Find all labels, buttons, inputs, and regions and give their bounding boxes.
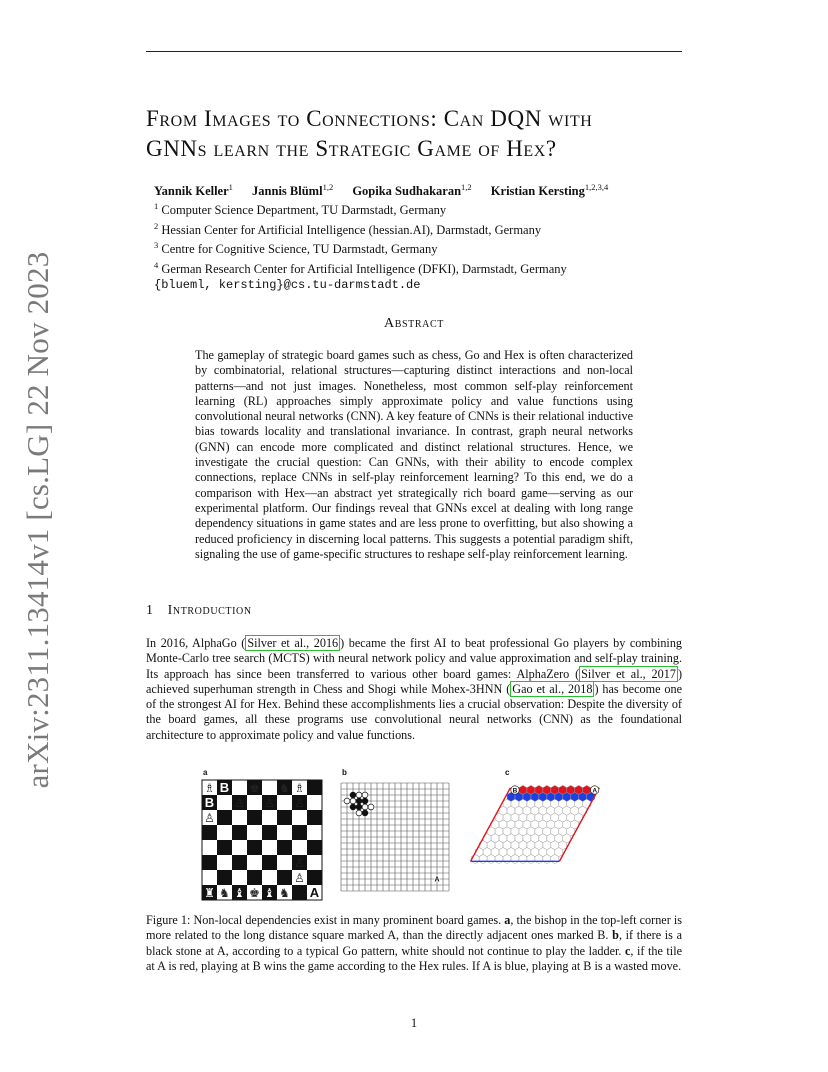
section-number: 1 [146, 603, 154, 618]
chess-piece: ♟ [279, 871, 290, 885]
chess-piece: ♞ [279, 886, 290, 900]
hex-mark: A [592, 787, 598, 795]
white-stone [368, 804, 374, 810]
chess-square [202, 840, 217, 855]
figure-1 [195, 765, 635, 900]
chess-square [232, 810, 247, 825]
black-stone [362, 810, 368, 816]
chess-piece: ♟ [219, 871, 230, 885]
hex-tile [543, 854, 551, 863]
chess-piece: ♛ [234, 781, 245, 795]
chess-piece: ♙ [204, 811, 215, 825]
go-mark-a: A [434, 876, 440, 884]
hex-tile [503, 854, 511, 863]
white-stone [356, 792, 362, 798]
chess-square [307, 870, 322, 885]
chess-piece: ♙ [294, 796, 305, 810]
chess-piece: ♟ [219, 796, 230, 810]
white-stone [362, 792, 368, 798]
affiliation: $^4$ German Research Center for Artificial Intelligence (DFKI), Darmstadt, Germany [154, 259, 567, 277]
chess-square [262, 840, 277, 855]
chess-square [262, 855, 277, 870]
author: Gopika Sudhakaran$^{1,2}$ [352, 182, 472, 199]
citation-link[interactable]: Silver et al., 2016 [247, 636, 339, 650]
chess-square [247, 825, 262, 840]
chess-square [262, 810, 277, 825]
author: Kristian Kersting$^{1,2,3,4}$ [490, 182, 609, 199]
black-stone [350, 804, 356, 810]
intro-paragraph: In 2016, AlphaGo ( Silver et al., 2016 ) became the first AI to beat professional Go players by combining Monte-Carlo tree search (MCTS) with neural network policy and value approximation and self-play training. Its approach has since been transferred to various other board games: AlphaZero ( Silver et al., 2017 ) achieved superhuman strength in Chess and Shogi while Mohex-3HNN ( Gao et al., 2018 ) has become one of the strongest AI for Hex. Behind these accomplishments lies a crucial observation: Despite the diversity of the board games, all these programs use convolutional neural networks (CNN) as the foundational architecture to approximate policy and value functions. [146, 636, 683, 742]
affiliations [154, 199, 567, 293]
panel-label-c: c [505, 768, 510, 777]
page-number: 1 [410, 1016, 418, 1030]
chess-square [247, 855, 262, 870]
chess-square [232, 840, 247, 855]
abstract-text: The gameplay of strategic board games such as chess, Go and Hex is often characterized by combinatorial, relational structures—capturing distinct interactions and non-local patterns—and not just images. Nonetheless, most common self-play reinforcement learning (RL) approaches simply approximate policy and value functions using convolutional neural networks (CNN). A key feature of CNNs is their relational inductive bias towards locality and translational invariance. In contrast, graph neural networks (GNN) can encode more complicated and distinct relational structures. Hence, we investigate the crucial question: Can GNNs, with their ability to encode complex connections, replace CNNs in self-play reinforcement learning? To this end, we do a comparison with Hex—an abstract yet strategically rich board game—serving as our experimental platform. Our findings reveal that GNNs excel at dealing with long range dependency situations in game states and are less prone to overfitting, but also showing a reduced proficiency in discerning local patterns. This suggests a potential paradigm shift, signaling the use of game-specific structures to reshape self-play reinforcement learning. [195, 348, 633, 561]
hex-tile [527, 854, 535, 863]
abstract-heading: Abstract [384, 316, 444, 331]
affiliation: $^3$ Centre for Cognitive Science, TU Darmstadt, Germany [154, 240, 438, 257]
chess-square [277, 810, 292, 825]
black-stone [362, 798, 368, 804]
title-line-1: From Images to Connections: Can DQN with [146, 106, 593, 131]
chess-piece: ♟ [264, 871, 275, 885]
section-heading [146, 603, 266, 619]
chess-square [232, 855, 247, 870]
affiliation: $^2$ Hessian Center for Artificial Intelligence (hessian.AI), Darmstadt, Germany [154, 220, 542, 237]
arxiv-stamp-text: arXiv:2311.13414v1 [cs.LG] 22 Nov 2023 [20, 251, 55, 789]
chess-piece: ♟ [204, 871, 215, 885]
chess-square [277, 840, 292, 855]
chess-piece: ♝ [264, 781, 275, 795]
section-title: Introduction [167, 603, 252, 618]
hex-mark: B [512, 787, 518, 795]
chess-square [307, 840, 322, 855]
hex-tile [479, 854, 487, 863]
chess-square [277, 855, 292, 870]
black-stone [350, 792, 356, 798]
chess-piece: ♟ [249, 871, 260, 885]
chess-mark-b: B [204, 795, 215, 810]
chess-square [247, 840, 262, 855]
chess-piece: ♙ [294, 856, 305, 870]
hex-tile [511, 854, 519, 863]
citation-link[interactable]: Silver et al., 2017 [581, 666, 676, 681]
chess-piece: ♙ [234, 796, 245, 810]
hex-tile [535, 854, 543, 863]
hex-tile [495, 854, 503, 863]
affiliation: $^1$ Computer Science Department, TU Darmstadt, Germany [154, 201, 447, 218]
chess-square [277, 825, 292, 840]
chess-piece: ♟ [219, 811, 230, 825]
contact-email: {blueml, kersting}@cs.tu-darmstadt.de [154, 277, 421, 292]
chess-square [232, 825, 247, 840]
chess-piece: ♝ [234, 886, 245, 900]
white-stone [362, 804, 368, 810]
chess-square [217, 855, 232, 870]
panel-label-a: a [203, 768, 208, 777]
chess-board-diagram [201, 779, 323, 901]
black-stone [356, 798, 362, 804]
chess-square [292, 810, 307, 825]
chess-square [307, 855, 322, 870]
white-stone [350, 798, 356, 804]
chess-piece: ♙ [279, 796, 290, 810]
chess-square [307, 810, 322, 825]
hex-board-diagram [463, 783, 635, 891]
chess-piece: ♙ [264, 796, 275, 810]
citation-link[interactable]: Gao et al., 2018 [512, 681, 593, 696]
chess-square [217, 840, 232, 855]
chess-piece: ♞ [279, 781, 290, 795]
chess-piece: ♚ [249, 886, 260, 900]
hex-tile [551, 854, 559, 863]
author: Jannis Blüml$^{1,2}$ [252, 182, 334, 199]
panel-label-b: b [342, 768, 347, 777]
chess-square [307, 780, 322, 795]
chess-square [217, 825, 232, 840]
chess-square [202, 825, 217, 840]
white-stone [344, 798, 350, 804]
chess-piece: ♞ [219, 886, 230, 900]
black-stone [356, 804, 362, 810]
header-rule [146, 51, 682, 52]
chess-square [262, 825, 277, 840]
chess-square [202, 855, 217, 870]
go-board-diagram [337, 779, 455, 897]
chess-square [292, 825, 307, 840]
hex-tile [487, 854, 495, 863]
author: Yannik Keller$^1$ [154, 182, 233, 199]
chess-square [292, 885, 307, 900]
title-line-2: GNNs learn the Strategic Game of Hex? [146, 136, 557, 161]
chess-square [307, 795, 322, 810]
chess-piece: ♙ [294, 871, 305, 885]
chess-square [292, 840, 307, 855]
author-list [154, 182, 624, 199]
chess-piece: ♗ [294, 781, 305, 795]
chess-piece: ♟ [234, 871, 245, 885]
chess-mark-b: B [219, 780, 230, 795]
white-stone [356, 810, 362, 816]
chess-square [307, 825, 322, 840]
figure-caption: Figure 1: Non-local dependencies exist in many prominent board games. a, the bishop in the top-left corner is more related to the long distance square marked A, than the directly adjacent ones marked B. b, if there is a black stone at A, according to a typical Go pattern, white should not continue to play the ladder. c, if the tile at A is red, playing at B wins the game according to the Hex rules. If A is blue, playing at B is a wasted move. [146, 913, 683, 973]
chess-piece: ♚ [249, 781, 260, 795]
paper-title [146, 104, 706, 164]
arxiv-stamp [20, 251, 56, 789]
chess-piece: ♜ [204, 886, 215, 900]
chess-piece: ♝ [264, 886, 275, 900]
chess-mark-a: A [309, 885, 320, 900]
chess-piece: ♙ [249, 796, 260, 810]
chess-piece: ♗ [204, 781, 215, 795]
hex-tile [519, 854, 527, 863]
chess-square [247, 810, 262, 825]
